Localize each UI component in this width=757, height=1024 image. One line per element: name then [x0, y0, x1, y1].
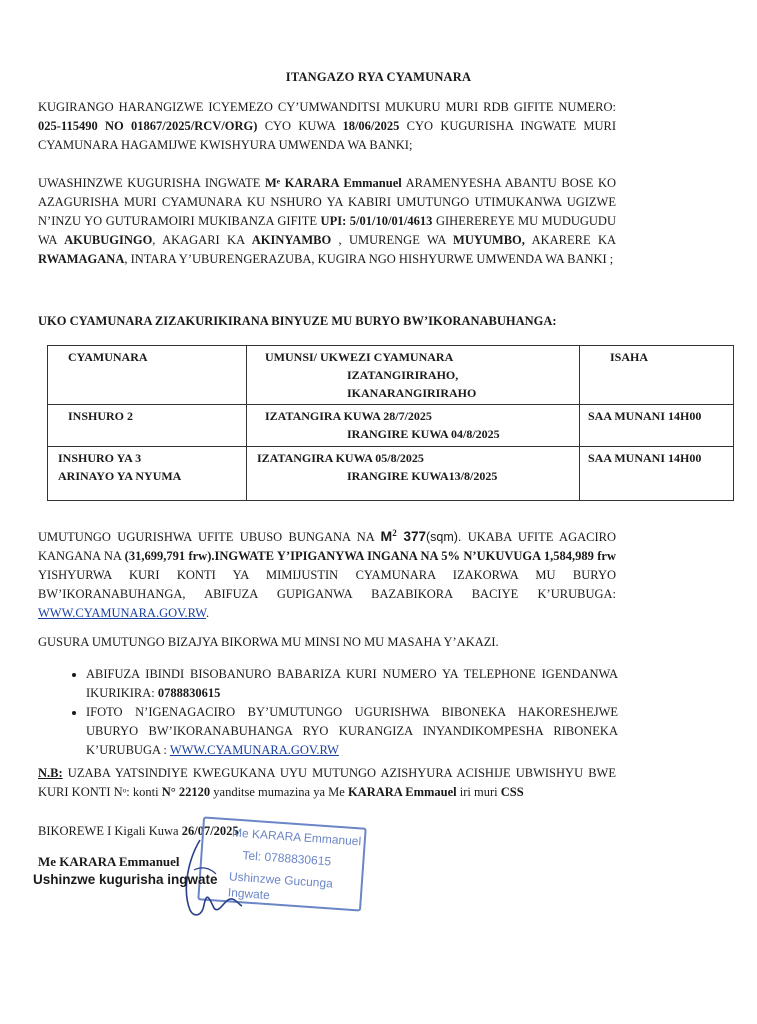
decision-date: 18/06/2025 — [342, 119, 400, 133]
document-title: ITANGAZO RYA CYAMUNARA — [285, 70, 472, 84]
value-text: . — [205, 606, 210, 621]
table-row — [48, 405, 734, 447]
bank-name: CSS — [500, 785, 524, 799]
signer-name: Me KARARA Emmanuel — [38, 854, 180, 869]
round-note: ARINAYO YA NYUMA — [58, 469, 182, 483]
seller-text: , UMURENGE WA — [331, 233, 454, 247]
value-text: UMUTUNGO UGURISHWA UFITE UBUSO BUNGANA NA — [38, 530, 381, 545]
bullet-list — [66, 665, 618, 760]
nb-label: N.B: — [38, 766, 63, 780]
auction-schedule-table — [47, 345, 734, 501]
method-heading: UKO CYAMUNARA ZIZAKURIKIRANA BINYUZE MU BURYO BW’IKORANABUHANGA: — [38, 314, 557, 328]
stamp-line: Tel: 0788830615 — [242, 848, 332, 869]
nb-text: iri muri — [456, 785, 501, 799]
rdb-reference: 025-115490 NO 01867/2025/RCV/ORG) — [38, 119, 258, 133]
auction-website-link[interactable]: WWW.CYAMUNARA.GOV.RW — [38, 606, 206, 621]
seller-text: AKARERE KA — [524, 233, 616, 247]
header-cell — [247, 346, 580, 405]
intro-paragraph — [38, 98, 616, 155]
seller-text: ARAMENYESHA ABANTU BOSE KO AZAGURISHA MURI CYAMUNARA KU NSHURO YA KABIRI UMUTUNGO UTIMUKANWA UGIZWE N’INZU YO GUTURAMOIRI MUKIBANZA GIFITE — [38, 176, 616, 228]
list-item — [86, 665, 618, 703]
table-cell — [48, 447, 247, 501]
bullet-text: IFOTO N’IGENAGACIRO BY’UMUTUNGO UGURISHWA BIBONEKA HAKORESHEJWE UBURYO BW’IKORANABUHANGA RYO KURANGIZA INYANDIKOMPESHA RIBONEKA K’URUBUGA : — [86, 705, 618, 757]
intro-text: KUGIRANGO HARANGIZWE ICYEMEZO CY’UMWANDITSI MUKURU MURI RDB GIFITE NUMERO: — [38, 100, 616, 114]
visit-paragraph: GUSURA UMUTUNGO BIZAJYA BIKORWA MU MINSI NO MU MASAHA Y’AKAZI. — [38, 635, 499, 649]
header-cell: ISAHA — [580, 346, 734, 405]
nb-text: UZABA YATSINDIYE KWEGUKANA UYU MUTUNGO AZISHYURA ACISHIJE UBWISHYU BWE KURI KONTI Nᵒ: konti — [38, 766, 616, 799]
signing-date: 26/07/2025 — [181, 824, 239, 838]
table-cell — [48, 405, 247, 447]
signer-role: Ushinzwe kugurisha ingwate — [33, 872, 218, 887]
round-label: INSHURO 2 — [68, 409, 134, 423]
seller-text: , AKAGARI KA — [152, 233, 252, 247]
end-date: IRANGIRE KUWA 04/8/2025 — [347, 427, 500, 441]
value-text: YISHYURWA KURI KONTI YA MIMIJUSTIN CYAMUNARA IZAKORWA MU BURYO BW’IKORANABUHANGA, ABIFUZA GUPIGANWA BAZABIKORA BACIYE K’URUBUGA: — [38, 568, 616, 602]
auction-website-link[interactable]: WWW.CYAMUNARA.GOV.RW — [169, 743, 339, 757]
start-date: IZATANGIRA KUWA 05/8/2025 — [257, 451, 424, 465]
account-number: N° 22120 — [161, 785, 211, 799]
table-cell — [247, 447, 580, 501]
cell-name: AKINYAMBO — [251, 233, 332, 247]
seller-name: Mᵉ KARARA Emmanuel — [264, 176, 402, 190]
seller-text: UWASHINZWE KUGURISHA INGWATE — [38, 176, 265, 190]
header-line: UMUNSI/ UKWEZI CYAMUNARA — [265, 350, 454, 364]
property-value: (31,699,791 frw).INGWATE Y’IPIGANYWA INGANA NA 5% N’UKUVUGA 1,584,989 frw — [124, 549, 616, 564]
phone-number: 0788830615 — [157, 686, 221, 700]
table-row — [48, 447, 734, 501]
area-value: 377 — [403, 529, 426, 545]
intro-text: CYO KUGURISHA INGWATE MURI CYAMUNARA HAGAMIJWE KWISHYURA UMWENDA WA BANKI; — [38, 119, 617, 152]
nb-text: yanditse mumazina ya Me — [210, 785, 348, 799]
place-text: BIKOREWE I Kigali Kuwa — [38, 824, 182, 838]
stamp-line: Ushinzwe Gucunga Ingwate — [227, 869, 334, 903]
bullet-text: ABIFUZA IBINDI BISOBANURO BABARIZA KURI NUMERO YA TELEPHONE IGENDANWA IKURIKIRA: — [86, 667, 618, 700]
seller-text: GIHEREREYE MU MUDUGUDU WA — [38, 214, 616, 247]
end-date: IRANGIRE KUWA13/8/2025 — [347, 469, 498, 483]
nb-paragraph — [38, 764, 616, 802]
list-item — [86, 703, 618, 760]
header-cell: CYAMUNARA — [48, 346, 247, 405]
upi-number: UPI: 5/01/10/01/4613 — [320, 214, 433, 228]
account-holder: KARARA Emmauel — [347, 785, 457, 799]
header-line: IKANARANGIRIRAHO — [347, 386, 477, 400]
sector-name: MUYUMBO, — [453, 233, 525, 247]
header-line: IZATANGIRIRAHO, — [347, 368, 459, 382]
value-paragraph — [38, 524, 616, 623]
table-cell: SAA MUNANI 14H00 — [580, 447, 734, 501]
area-unit: M — [380, 528, 393, 545]
table-cell — [247, 405, 580, 447]
intro-text: CYO KUWA — [257, 119, 343, 133]
district-name: RWAMAGANA — [38, 252, 125, 266]
stamp-line: Me KARARA Emmanuel — [231, 825, 362, 849]
area-unit-sup: 2 — [392, 528, 397, 538]
start-date: IZATANGIRA KUWA 28/7/2025 — [265, 409, 432, 423]
round-label: INSHURO YA 3 — [58, 451, 142, 465]
seller-text: , INTARA Y’UBURENGERAZUBA, KUGIRA NGO HISHYURWE UMWENDA WA BANKI ; — [124, 252, 614, 266]
area-note: (sqm). — [425, 530, 462, 545]
value-text: UKABA UFITE AGACIRO KANGANA NA — [38, 530, 616, 564]
table-header-row — [48, 346, 734, 405]
village-name: AKUBUGINGO — [64, 233, 153, 247]
seller-paragraph — [38, 174, 616, 269]
table-cell: SAA MUNANI 14H00 — [580, 405, 734, 447]
